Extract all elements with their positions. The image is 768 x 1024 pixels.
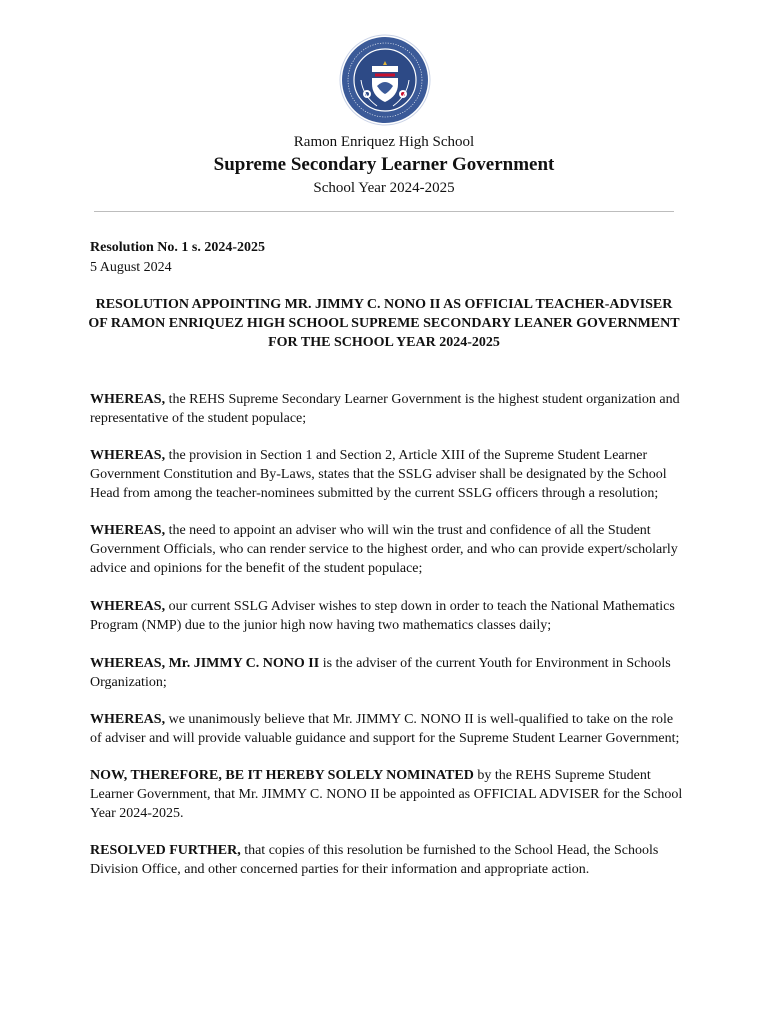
clause-text: the REHS Supreme Secondary Learner Government is the highest student organization and — [165, 392, 680, 407]
resolution-title-line: RESOLUTION APPOINTING MR. JIMMY C. NONO II AS OFFICIAL TEACHER-ADVISER — [95, 297, 673, 312]
resolution-number: Resolution No. 1 s. 2024-2025 — [90, 240, 266, 255]
clause-text: Year 2024-2025. — [90, 806, 184, 821]
clause-lead: RESOLVED FURTHER, — [90, 843, 241, 858]
clause-text: Head from among the teacher-nominees submitted by the current SSLG officers through a resolution; — [90, 486, 659, 501]
whereas-clause-2 — [90, 446, 690, 503]
clause-text: we unanimously believe that Mr. JIMMY C. NONO II is well-qualified to take on the role — [165, 712, 674, 727]
clause-text: the need to appoint an adviser who will win the trust and confidence of all the Student — [165, 523, 651, 538]
clause-lead: WHEREAS, — [90, 523, 166, 538]
clause-text: Organization; — [90, 675, 167, 690]
clause-text: is the adviser of the current Youth for Environment in Schools — [319, 656, 671, 671]
clause-text: of adviser and will provide valuable guidance and support for the Supreme Student Learner Government; — [90, 731, 680, 746]
clause-text: Government Constitution and By-Laws, states that the SSLG adviser shall be designated by the School — [90, 467, 667, 482]
clause-text: representative of the student populace; — [90, 411, 307, 426]
resolution-title-line: FOR THE SCHOOL YEAR 2024-2025 — [268, 335, 500, 350]
resolution-title — [88, 295, 680, 352]
clause-lead: NOW, THEREFORE, BE IT HEREBY SOLELY NOMINATED — [90, 768, 474, 783]
clause-text: by the REHS Supreme Student — [473, 768, 651, 783]
clause-text: the provision in Section 1 and Section 2, Article XIII of the Supreme Student Learner — [165, 448, 648, 463]
clause-text: advice and opinions for the benefit of the student populace; — [90, 561, 423, 576]
resolution-title-line: OF RAMON ENRIQUEZ HIGH SCHOOL SUPREME SECONDARY LEANER GOVERNMENT — [88, 316, 680, 331]
resolved-further-clause — [90, 841, 690, 879]
clause-text: Division Office, and other concerned parties for their information and appropriate action. — [90, 862, 590, 877]
whereas-clause-4 — [90, 597, 690, 635]
clause-lead: WHEREAS, — [90, 448, 166, 463]
clause-text: Government Officials, who can render service to the highest order, and who can provide expert/scholarly — [90, 542, 678, 557]
clause-lead: WHEREAS, — [90, 712, 166, 727]
school-year: School Year 2024-2025 — [313, 180, 455, 196]
whereas-clause-3 — [90, 521, 690, 578]
resolution-date: 5 August 2024 — [90, 260, 172, 275]
school-name: Ramon Enriquez High School — [293, 134, 475, 150]
whereas-clause-1 — [90, 390, 690, 428]
clause-lead: WHEREAS, — [90, 392, 166, 407]
clause-lead: WHEREAS, — [90, 599, 166, 614]
whereas-clause-6 — [90, 710, 690, 748]
clause-text: that copies of this resolution be furnished to the School Head, the Schools — [240, 843, 659, 858]
nomination-clause — [90, 766, 690, 823]
organization-name: Supreme Secondary Learner Government — [213, 154, 555, 175]
clause-text: Learner Government, that Mr. JIMMY C. NONO II be appointed as OFFICIAL ADVISER for the School — [90, 787, 683, 802]
school-seal-icon — [339, 34, 431, 126]
whereas-clause-5 — [90, 654, 690, 692]
clause-lead: WHEREAS, Mr. JIMMY C. NONO II — [90, 656, 320, 671]
clause-text: our current SSLG Adviser wishes to step down in order to teach the National Mathematics — [165, 599, 675, 614]
clause-text: Program (NMP) due to the junior high now having two mathematics classes daily; — [90, 618, 552, 633]
header-divider — [94, 211, 674, 212]
